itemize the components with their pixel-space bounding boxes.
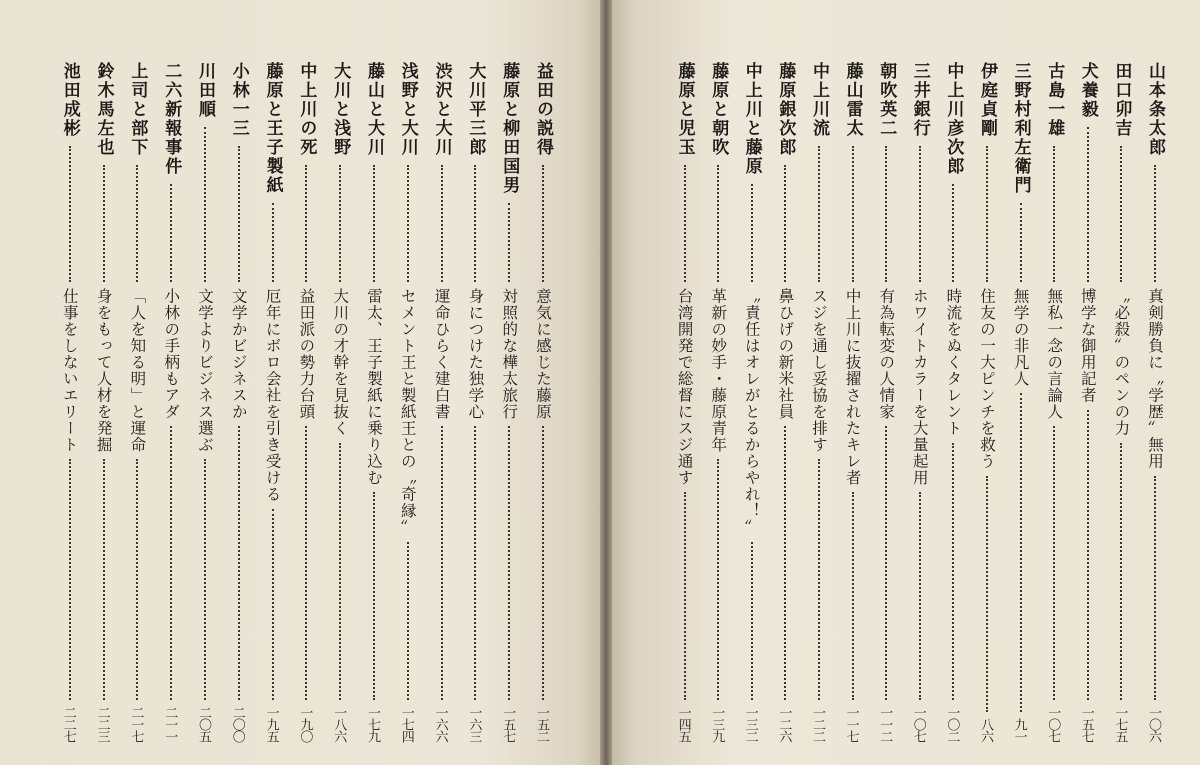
toc-entry-page-number: 二二七 — [60, 706, 76, 742]
toc-entry-title: 中上川の死 — [296, 62, 317, 157]
toc-entry — [806, 62, 832, 742]
toc-entry — [840, 62, 866, 742]
toc-entry-page-number: 一七五 — [1112, 706, 1128, 742]
toc-entry-page-number: 一六三 — [466, 706, 482, 742]
toc-entry — [327, 62, 353, 742]
toc-entry-page-number: 一二二 — [810, 706, 825, 742]
dot-leader — [885, 426, 887, 700]
toc-entry-leader — [672, 62, 698, 742]
toc-entry-title: 池田成彬 — [59, 62, 80, 138]
dot-leader — [784, 165, 786, 282]
dot-leader — [952, 443, 954, 700]
toc-entry-page-number: 一五二 — [534, 706, 549, 742]
dot-leader — [238, 426, 240, 700]
toc-entry-leader — [907, 62, 933, 742]
toc-entry-title: 中上川と藤原 — [741, 62, 762, 176]
dot-leader — [717, 459, 719, 700]
toc-entry-subtitle: 住友の一大ピンチを救う — [978, 288, 996, 470]
dot-leader — [952, 184, 954, 282]
toc-entry — [57, 62, 83, 742]
dot-leader — [305, 426, 307, 700]
toc-entry-page-number: 二二三 — [94, 706, 110, 742]
toc-entry-subtitle: 台湾開発で総督にスジ通す — [675, 288, 694, 486]
toc-entry-leader — [772, 62, 798, 742]
toc-entry — [192, 62, 218, 742]
toc-entry-subtitle: 中上川に抜擢されたキレ者 — [843, 288, 862, 486]
toc-entry-title: 藤原と朝吹 — [708, 62, 729, 157]
dot-leader — [238, 146, 240, 282]
toc-entry-title: 中上川彦次郎 — [943, 62, 964, 176]
toc-entry-title: 三井銀行 — [909, 62, 930, 138]
toc-entry-leader — [260, 62, 286, 742]
toc-entry-leader — [57, 62, 83, 742]
dot-leader — [818, 146, 820, 282]
toc-entry — [158, 62, 184, 742]
toc-entry — [530, 62, 556, 742]
dot-leader — [1020, 393, 1022, 712]
toc-entry — [226, 62, 252, 742]
toc-entry — [772, 62, 798, 742]
toc-entry — [739, 62, 765, 742]
toc-entry-leader — [124, 62, 150, 742]
toc-entry-title: 藤山と大川 — [364, 62, 384, 157]
dot-leader — [986, 476, 988, 712]
toc-entry-subtitle: 対照的な樺太旅行 — [500, 288, 519, 420]
toc-entry-subtitle: 身をもって人材を発掘 — [94, 288, 113, 453]
dot-leader — [170, 184, 172, 282]
dot-leader — [136, 459, 138, 700]
toc-entry-subtitle: 無学の非凡人 — [1011, 288, 1030, 387]
dot-leader — [1053, 426, 1055, 700]
dot-leader — [542, 426, 544, 700]
toc-entry-page-number: 一五七 — [1078, 706, 1094, 742]
dot-leader — [103, 165, 105, 282]
toc-entry — [496, 62, 522, 742]
dot-leader — [474, 426, 476, 700]
toc-entry-page-number: 一五七 — [500, 706, 516, 742]
toc-entry — [974, 62, 1000, 742]
dot-leader — [1120, 146, 1122, 282]
toc-entry-subtitle: 時流をぬくタレント — [944, 288, 963, 437]
toc-entry-page-number: 一九五 — [263, 706, 279, 742]
toc-entry-title: 田口卯吉 — [1111, 62, 1132, 138]
dot-leader — [919, 146, 921, 282]
toc-entry-page-number: 九一 — [1011, 718, 1027, 742]
toc-entry-subtitle: 益田派の勢力台頭 — [297, 288, 316, 420]
dot-leader — [1154, 165, 1156, 282]
toc-entry-title: 朝吹英二 — [876, 62, 897, 138]
toc-entry — [293, 62, 319, 742]
toc-entry — [260, 62, 286, 742]
toc-entry-title: 藤原銀次郎 — [775, 62, 796, 157]
dot-leader — [339, 165, 341, 282]
dot-leader — [407, 165, 409, 282]
toc-entry-page-number: 一一七 — [843, 706, 859, 742]
toc-entry-title: 山本条太郎 — [1145, 62, 1165, 157]
toc-entry — [124, 62, 150, 742]
dot-leader — [69, 146, 71, 282]
toc-entry — [1075, 62, 1101, 742]
toc-entry — [1008, 62, 1034, 742]
toc-entry-leader — [395, 62, 421, 742]
toc-entry-title: 伊庭貞剛 — [977, 62, 997, 138]
toc-entry-subtitle: 有為転変の人情家 — [877, 288, 896, 420]
toc-entry — [705, 62, 731, 742]
toc-entry-title: 鈴木馬左也 — [93, 62, 114, 157]
toc-entry-title: 大川と浅野 — [330, 62, 351, 157]
toc-entry-page-number: 二〇五 — [196, 706, 211, 742]
dot-leader — [986, 146, 988, 282]
toc-entry-page-number: 一二六 — [776, 706, 792, 742]
dot-leader — [508, 203, 510, 282]
toc-entry-subtitle: スジを通し妥協を排す — [810, 288, 828, 453]
toc-entry-leader — [91, 62, 117, 742]
toc-entry-subtitle: 鼻ひげの新米社員 — [776, 288, 795, 420]
toc-entry-subtitle: 〝責任はオレがとるからやれ！〟 — [742, 288, 761, 536]
toc-entry — [395, 62, 421, 742]
toc-entry-page-number: 一〇七 — [910, 706, 926, 742]
toc-entry-subtitle: 小林の手柄もアダ — [162, 288, 181, 420]
toc-entry — [1041, 62, 1067, 742]
toc-entry-title: 浅野と大川 — [397, 62, 418, 157]
dot-leader — [272, 203, 274, 282]
toc-entry-leader — [974, 62, 1000, 742]
dot-leader — [305, 165, 307, 282]
toc-entry-subtitle: 運命ひらく建白書 — [432, 288, 451, 420]
dot-leader — [717, 165, 719, 282]
dot-leader — [784, 426, 786, 700]
toc-entry-title: 小林一三 — [228, 62, 249, 138]
dot-leader — [373, 165, 375, 282]
toc-entry-leader — [739, 62, 765, 742]
dot-leader — [441, 165, 443, 282]
toc-entry — [361, 62, 387, 742]
dot-leader — [103, 459, 105, 700]
toc-entry-page-number: 一〇六 — [1146, 706, 1161, 742]
toc-entry-title: 中上川流 — [809, 62, 829, 138]
toc-entry-leader — [158, 62, 184, 742]
toc-entry-subtitle: セメント王と製紙王との〝奇縁〟 — [398, 288, 417, 536]
toc-entry-subtitle: 無私一念の言論人 — [1045, 288, 1064, 420]
toc-entry-title: 上司と部下 — [127, 62, 148, 157]
toc-entry-leader — [1008, 62, 1034, 742]
toc-entry-subtitle: 文学かビジネスか — [229, 288, 248, 420]
toc-entry-title: 古島一雄 — [1044, 62, 1065, 138]
dot-leader — [1120, 443, 1122, 700]
toc-entry-leader — [361, 62, 387, 742]
toc-entry-leader — [1075, 62, 1101, 742]
toc-entry-leader — [873, 62, 899, 742]
dot-leader — [684, 492, 686, 700]
toc-entry-subtitle: 身につけた独学心 — [466, 288, 485, 420]
toc-entry-page-number: 一九〇 — [297, 706, 313, 742]
dot-leader — [272, 509, 274, 700]
toc-entry-title: 藤山雷太 — [842, 62, 863, 138]
toc-entry — [429, 62, 455, 742]
dot-leader — [339, 443, 341, 700]
toc-entry-title: 藤原と王子製紙 — [262, 62, 283, 195]
toc-entry-leader — [496, 62, 522, 742]
toc-entry-leader — [705, 62, 731, 742]
toc-entry-subtitle: 「人を知る明」と運命 — [128, 288, 147, 453]
toc-entry — [1108, 62, 1134, 742]
toc-entry-title: 三野村利左衛門 — [1010, 62, 1031, 195]
toc-entry-title: 藤原と児玉 — [674, 62, 695, 157]
toc-entry — [91, 62, 117, 742]
toc-entry-leader — [327, 62, 353, 742]
toc-entry-page-number: 二一七 — [128, 706, 144, 742]
toc-entry-leader — [192, 62, 218, 742]
dot-leader — [204, 459, 206, 700]
toc-entry-leader — [806, 62, 832, 742]
toc-entry-subtitle: 革新の妙手・藤原青年 — [709, 288, 728, 453]
toc-entry-subtitle: 雷太、王子製紙に乗り込む — [365, 288, 383, 486]
toc-entry — [462, 62, 488, 742]
toc-entry — [873, 62, 899, 742]
toc-entry-subtitle: 真剣勝負に〝学歴〟無用 — [1146, 288, 1164, 470]
dot-leader — [69, 459, 71, 700]
toc-entry-subtitle: ホワイトカラーを大量起用 — [910, 288, 929, 486]
toc-entry-title: 藤原と柳田国男 — [499, 62, 520, 195]
toc-entry-title: 犬養毅 — [1077, 62, 1098, 119]
toc-entry-title: 渋沢と大川 — [431, 62, 452, 157]
dot-leader — [136, 165, 138, 282]
toc-entry-page-number: 一〇二 — [944, 706, 960, 742]
toc-entry-page-number: 二〇〇 — [229, 706, 245, 742]
toc-entry-page-number: 一七四 — [398, 706, 414, 742]
toc-entry — [1142, 62, 1168, 742]
dot-leader — [1020, 203, 1022, 282]
toc-entry-page-number: 一三九 — [709, 706, 725, 742]
toc-entry-leader — [293, 62, 319, 742]
dot-leader — [474, 165, 476, 282]
toc-entry-subtitle: 〝必殺〟のペンの力 — [1112, 288, 1131, 437]
toc-entry-page-number: 一七九 — [365, 706, 380, 742]
toc-entry-leader — [940, 62, 966, 742]
dot-leader — [852, 146, 854, 282]
toc-entry-page-number: 一四五 — [675, 706, 691, 742]
toc-entry — [907, 62, 933, 742]
dot-leader — [1053, 146, 1055, 282]
toc-entry-leader — [1041, 62, 1067, 742]
toc-entry-title: 大川平三郎 — [465, 62, 486, 157]
dot-leader — [441, 426, 443, 700]
toc-entry-title: 二六新報事件 — [161, 62, 182, 176]
dot-leader — [751, 542, 753, 700]
right-page — [612, 0, 1200, 765]
toc-entry-page-number: 二一一 — [162, 706, 178, 742]
toc-entry-page-number: 八六 — [978, 718, 993, 742]
toc-entry-leader — [1108, 62, 1134, 742]
toc-entry-page-number: 一一二 — [877, 706, 893, 742]
dot-leader — [1154, 476, 1156, 700]
dot-leader — [751, 184, 753, 282]
toc-entry-subtitle: 仕事をしないエリート — [60, 288, 79, 453]
dot-leader — [885, 146, 887, 282]
toc-entry-leader — [530, 62, 556, 742]
dot-leader — [919, 492, 921, 700]
toc-entry-page-number: 一三二 — [742, 706, 758, 742]
toc-entry-leader — [429, 62, 455, 742]
toc-entry-title: 益田の説得 — [533, 62, 553, 157]
dot-leader — [204, 127, 206, 282]
toc-entry-leader — [1142, 62, 1168, 742]
dot-leader — [542, 165, 544, 282]
dot-leader — [407, 542, 409, 700]
dot-leader — [1087, 410, 1089, 700]
toc-entry-subtitle: 博学な御用記者 — [1078, 288, 1097, 404]
toc-entry-subtitle: 大川の才幹を見抜く — [331, 288, 350, 437]
toc-entry-subtitle: 厄年にボロ会社を引き受ける — [263, 288, 282, 503]
toc-entry-title: 川田順 — [195, 62, 215, 119]
toc-entry-page-number: 一八六 — [331, 706, 347, 742]
book-gutter — [600, 0, 612, 765]
dot-leader — [684, 165, 686, 282]
dot-leader — [1087, 127, 1089, 282]
toc-entry — [940, 62, 966, 742]
toc-entry — [672, 62, 698, 742]
dot-leader — [818, 459, 820, 700]
dot-leader — [852, 492, 854, 700]
toc-entry-page-number: 一六六 — [432, 706, 448, 742]
toc-entry-leader — [840, 62, 866, 742]
toc-entry-leader — [462, 62, 488, 742]
dot-leader — [508, 426, 510, 700]
toc-entry-page-number: 一〇七 — [1045, 706, 1061, 742]
dot-leader — [170, 426, 172, 700]
toc-entry-leader — [226, 62, 252, 742]
toc-entry-subtitle: 意気に感じた藤原 — [534, 288, 552, 420]
toc-entry-subtitle: 文学よりビジネス選ぶ — [196, 288, 214, 453]
dot-leader — [373, 492, 375, 700]
